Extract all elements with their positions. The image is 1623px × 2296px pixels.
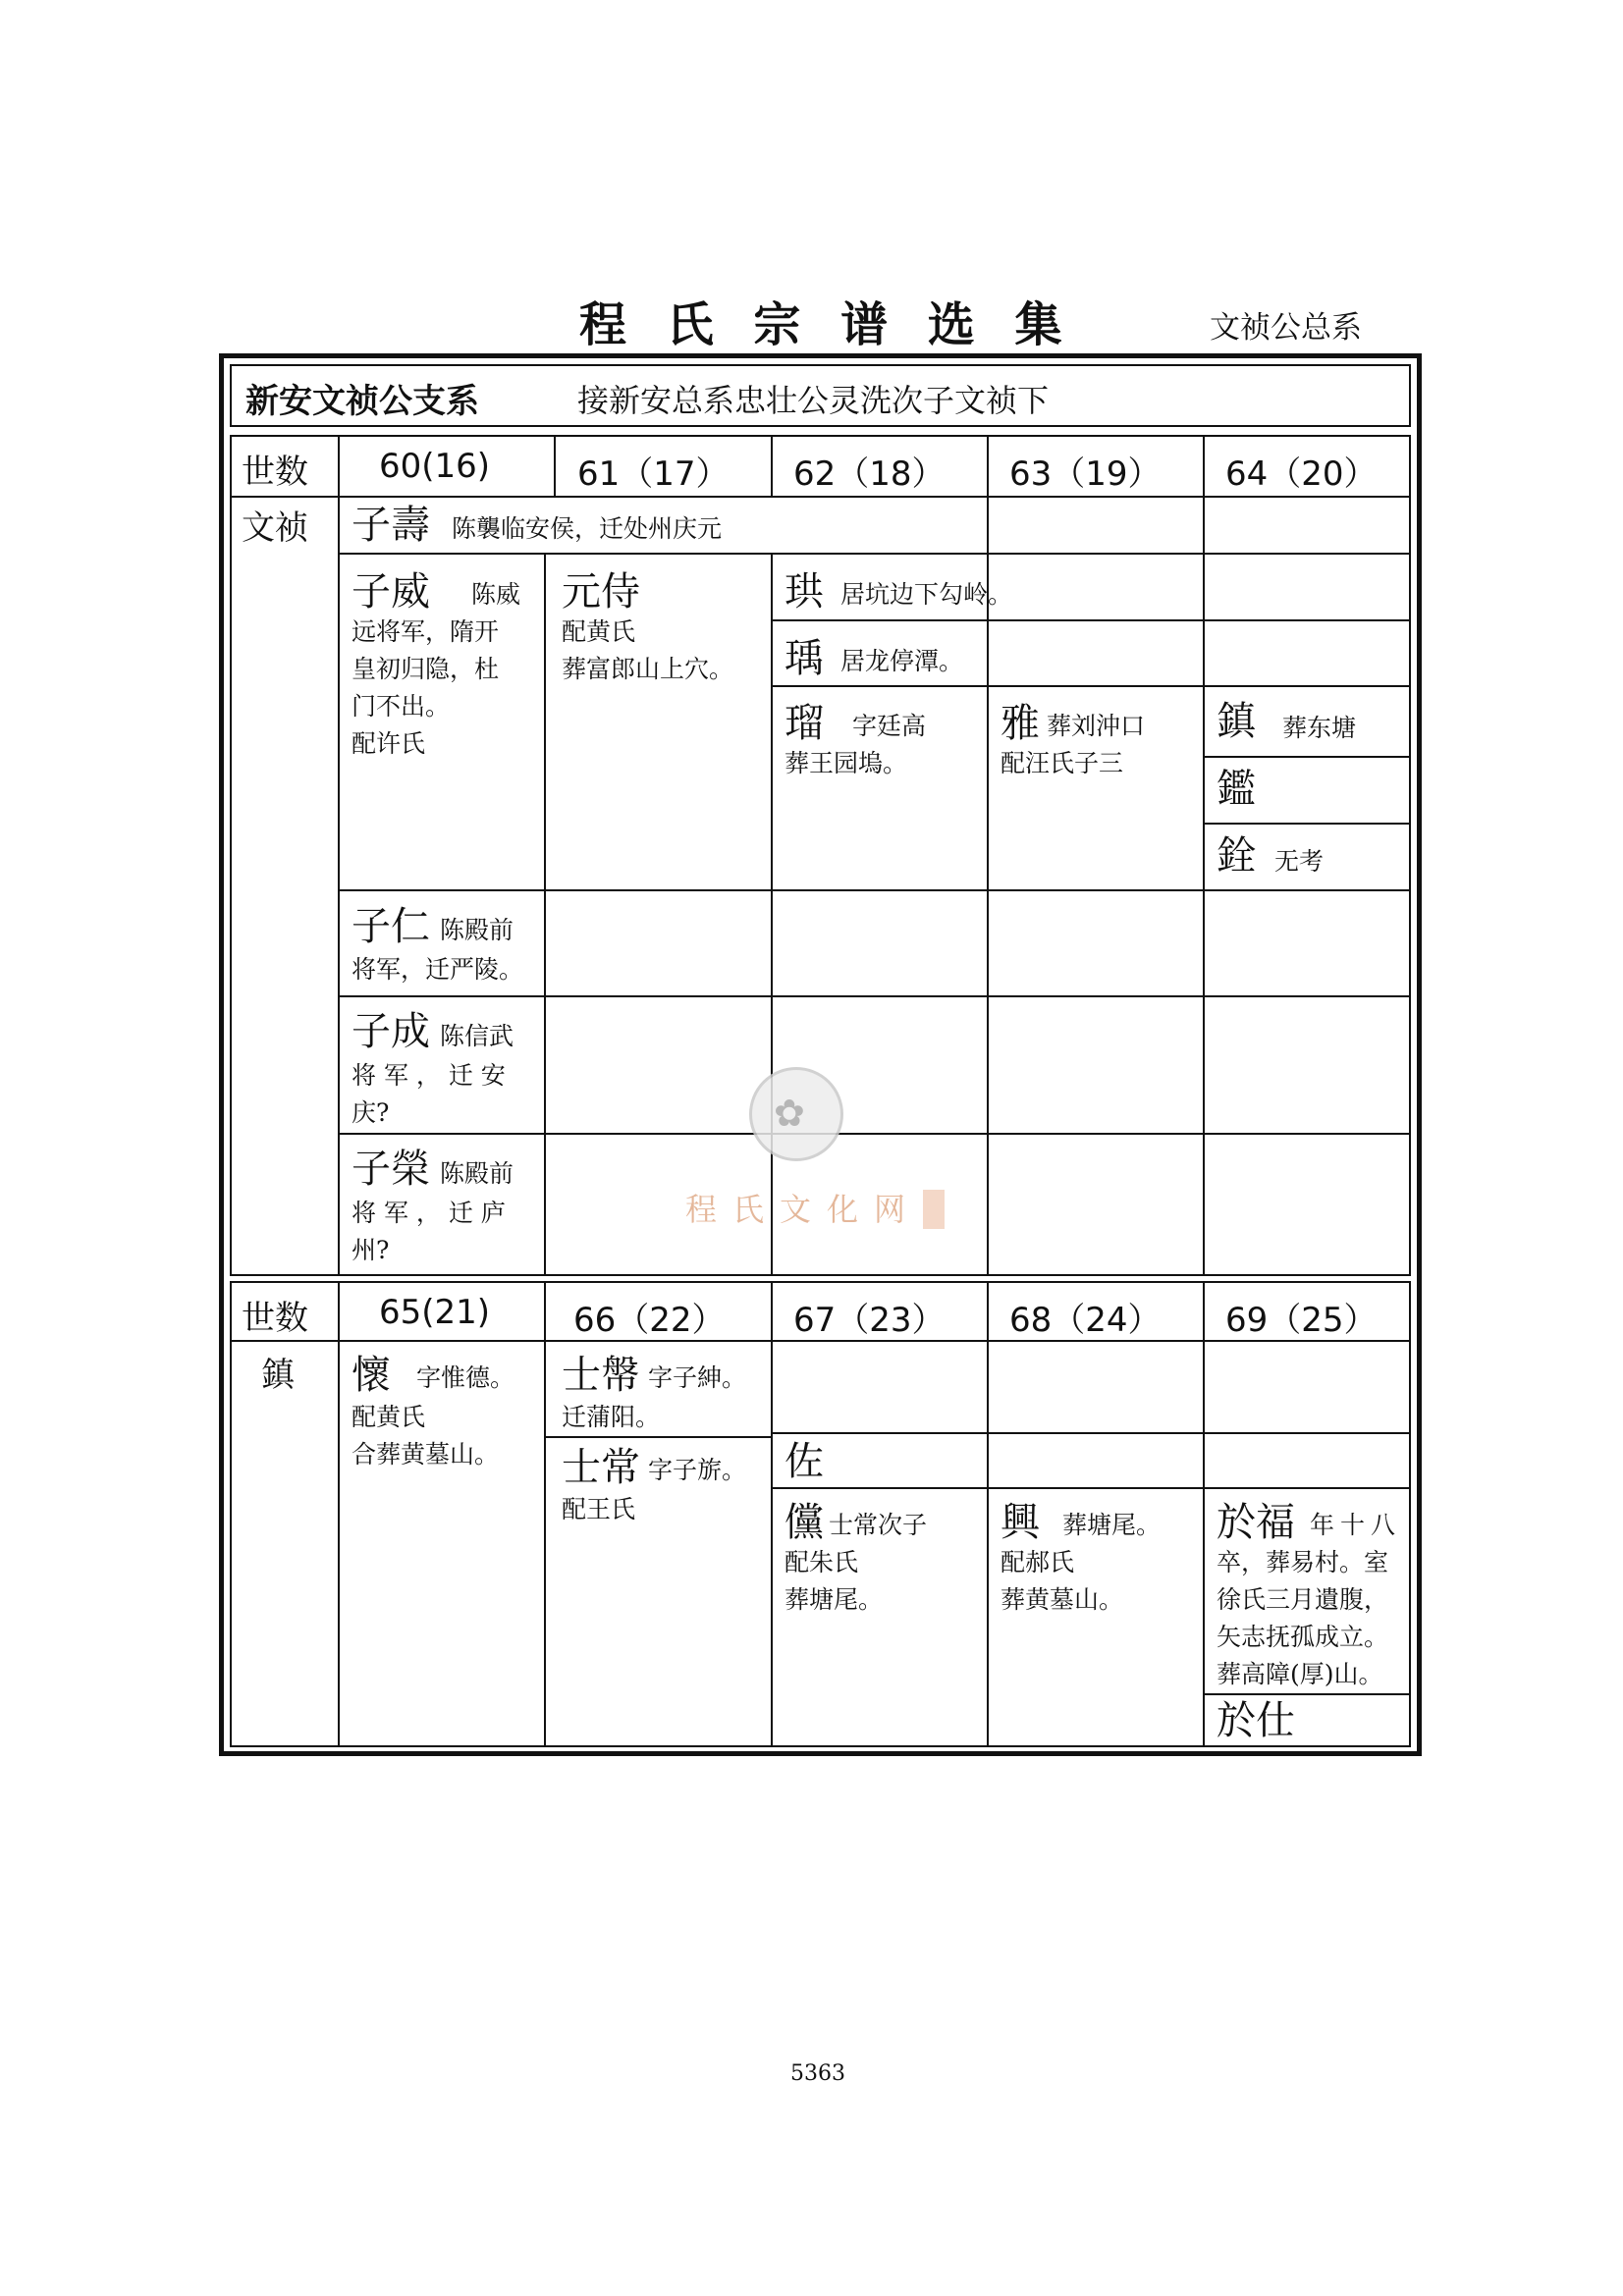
- header-gen-63: 63（19）: [1009, 454, 1162, 494]
- person-name: 興: [1001, 1500, 1040, 1545]
- person-note: 无考: [1274, 847, 1325, 876]
- person-name: 元侍: [562, 569, 640, 614]
- header-generation-count: 世数: [242, 453, 308, 492]
- page-number: 5363: [790, 2061, 845, 2086]
- person-note: 配朱氏 葬塘尾。: [784, 1548, 884, 1614]
- person-note: 配郝氏 葬黄墓山。: [1001, 1548, 1124, 1614]
- person-name: 子威: [352, 569, 430, 614]
- person-note: 字廷高: [852, 712, 927, 740]
- generation-label: 文祯: [242, 508, 308, 548]
- header-gen-66: 66（22）: [573, 1301, 726, 1340]
- person-note: 陈殿前: [440, 1159, 514, 1188]
- person-note: 远将军，隋开 皇初归隐，杜 门不出。 配许氏: [352, 617, 500, 758]
- branch-subtitle: 接新安总系忠壮公灵洗次子文祯下: [577, 382, 1050, 419]
- header-gen-61: 61（17）: [577, 454, 730, 494]
- person-name: 子仁: [352, 904, 430, 949]
- person-name: 鑑: [1217, 767, 1256, 812]
- generation-label: 鎮: [261, 1356, 295, 1395]
- person-note: 将 军 ， 迁 安 庆?: [352, 1061, 506, 1127]
- person-note: 年十八: [1310, 1511, 1402, 1539]
- person-name: 子榮: [352, 1147, 430, 1192]
- person-name: 於福: [1217, 1500, 1295, 1545]
- person-note: 卒，葬易村。室 徐氏三月遺腹， 矢志抚孤成立。 葬高障(厚)山。: [1217, 1548, 1389, 1688]
- person-name: 鎮: [1217, 699, 1256, 744]
- person-note: 配王氏: [562, 1495, 636, 1523]
- watermark-text: 程氏文化网: [685, 1191, 922, 1228]
- person-note: 陈襲临安侯，迁处州庆元: [452, 514, 723, 543]
- person-note: 葬塘尾。: [1062, 1511, 1162, 1539]
- branch-banner: [230, 364, 1411, 427]
- person-note: 配黄氏 合葬黄墓山。: [352, 1403, 500, 1468]
- person-note: 字子旂。: [648, 1456, 747, 1484]
- lineage-label: 文祯公总系: [1210, 310, 1362, 346]
- person-name: 懷: [352, 1353, 391, 1398]
- person-note: 字子紳。: [648, 1363, 747, 1392]
- watermark-stamp: [923, 1190, 945, 1229]
- watermark-seal: [749, 1067, 843, 1161]
- person-note: 迁蒲阳。: [562, 1403, 661, 1431]
- person-note: 士常次子: [829, 1511, 928, 1539]
- person-name: 子成: [352, 1009, 430, 1054]
- person-name: 雅: [1001, 701, 1040, 746]
- person-name: 瑀: [784, 636, 824, 681]
- person-note: 陈威: [471, 580, 521, 609]
- person-note: 葬王园塢。: [784, 749, 908, 777]
- person-note: 字惟德。: [416, 1363, 515, 1392]
- person-note: 将军，迁严陵。: [352, 955, 524, 984]
- person-note: 将 军 ， 迁 庐 州?: [352, 1199, 506, 1264]
- person-note: 陈信武: [440, 1022, 514, 1050]
- document-title: 程 氏 宗 谱 选 集: [579, 297, 1074, 352]
- person-name: 瑠: [784, 701, 824, 746]
- header-generation-count: 世数: [242, 1299, 308, 1338]
- header-gen-67: 67（23）: [793, 1301, 946, 1340]
- person-name: 珙: [784, 569, 824, 614]
- person-name: 儻: [784, 1500, 824, 1545]
- person-note: 葬刘沖口: [1047, 712, 1146, 740]
- branch-title: 新安文祯公支系: [245, 382, 479, 421]
- header-gen-60: 60(16): [379, 447, 491, 486]
- person-note: 居龙停潭。: [840, 647, 964, 675]
- header-gen-69: 69（25）: [1225, 1301, 1378, 1340]
- person-note: 陈殿前: [440, 916, 514, 944]
- person-name: 士幋: [562, 1353, 640, 1398]
- person-note: 配黄氏 葬富郎山上穴。: [562, 617, 734, 683]
- seal-icon: ✿: [774, 1092, 805, 1135]
- header-gen-65: 65(21): [379, 1293, 491, 1332]
- person-note: 葬东塘: [1282, 714, 1357, 742]
- person-name: 士常: [562, 1445, 640, 1490]
- header-gen-62: 62（18）: [793, 454, 946, 494]
- person-name: 銓: [1217, 833, 1256, 879]
- person-note: 配汪氏子三: [1001, 749, 1124, 777]
- header-gen-68: 68（24）: [1009, 1301, 1162, 1340]
- header-gen-64: 64（20）: [1225, 454, 1378, 494]
- person-name: 子壽: [352, 503, 430, 548]
- person-note: 居坑边下勾岭。: [840, 580, 1013, 609]
- person-name: 於仕: [1217, 1698, 1295, 1743]
- generation-table-2: [230, 1281, 1411, 1747]
- person-name: 佐: [784, 1439, 824, 1484]
